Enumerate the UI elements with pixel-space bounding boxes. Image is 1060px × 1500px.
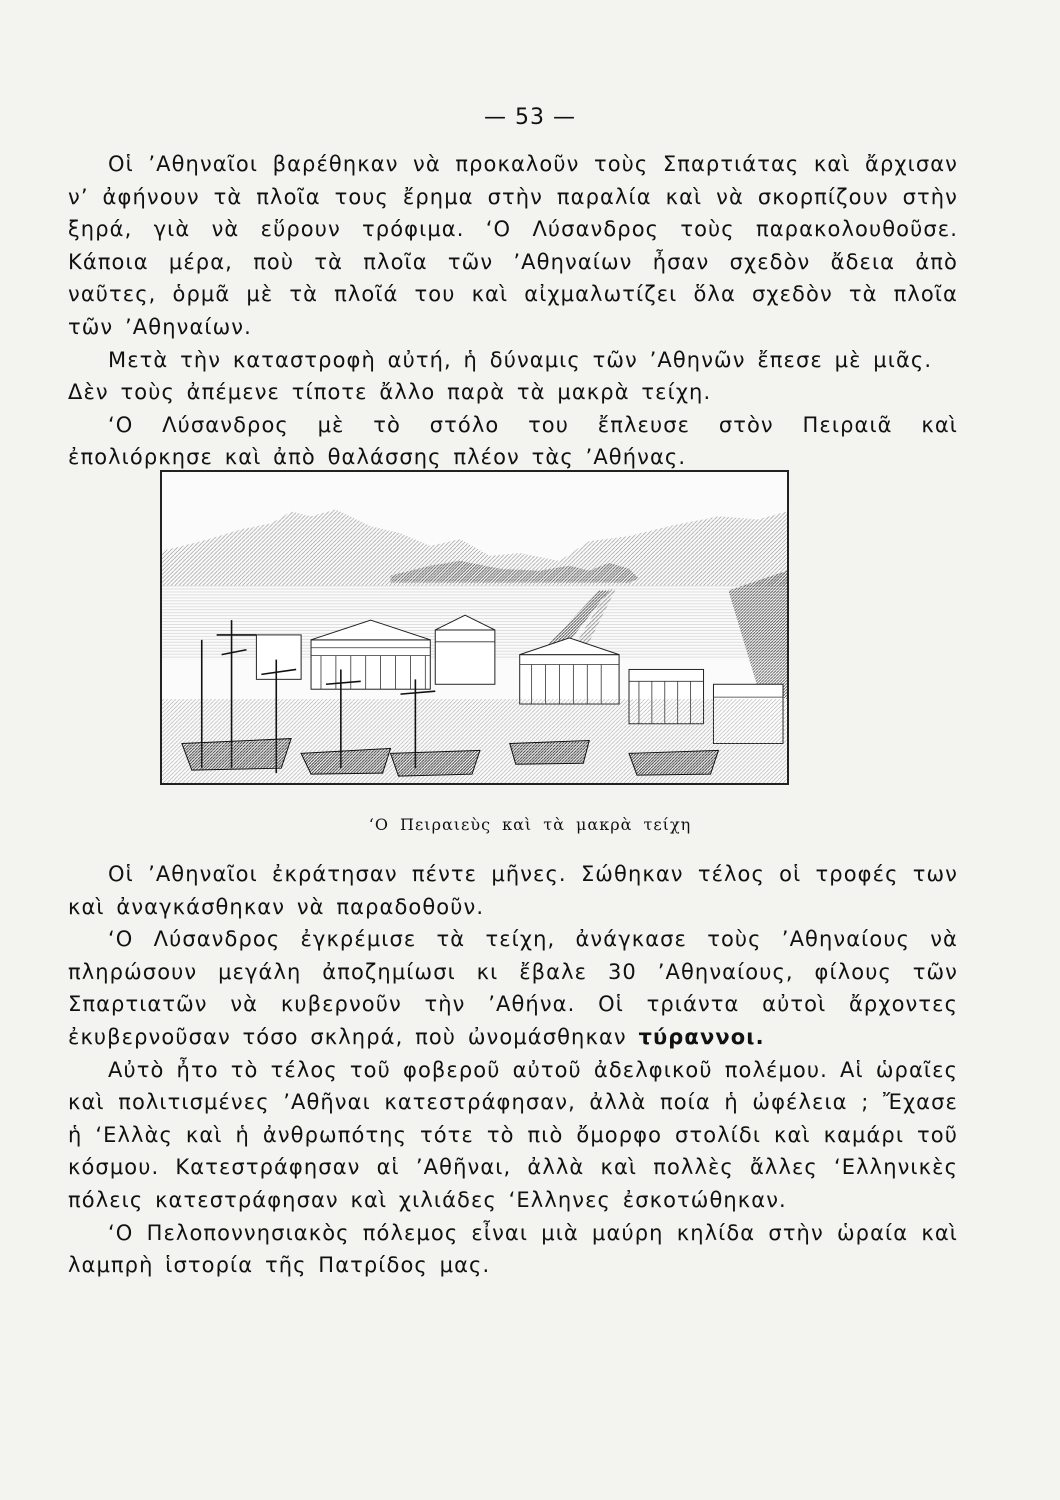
paragraph-five-months <box>68 858 958 923</box>
paragraph-walls-demolished-text: ‘Ο Λύσανδρος ἐγκρέμισε τὰ τείχη, ἀνάγκασε τοὺς ’Αθηναίους νὰ πληρώσουν μεγάλη ἀποζημίωσι κι ἔβαλε 30 ’Αθηναίους, φίλους τῶν Σπαρτιατῶν νὰ κυβερνοῦν τὴν ’Αθήνα. Οἱ τριάντα αὐτοὶ ἄρχοντες ἐκυβερνοῦσαν τόσο σκληρά, ποὺ ὠνομάσθηκαν <box>68 927 958 1049</box>
paragraph-end-of-war: Αὐτὸ ἦτο τὸ τέλος τοῦ φοβεροῦ αὐτοῦ ἀδελφικοῦ πολέμου. Αἱ ὡραῖες καὶ πολιτισμένες ’Αθῆναι κατεστράφησαν, ἀλλὰ ποία ἡ ὠφέλεια ; Ἔχασε ἡ ‘Ελλὰς καὶ ἡ ἀνθρωπότης τότε τὸ πιὸ ὄμορφο στολίδι καὶ καμάρι τοῦ κόσμου. Κατεστράφησαν αἱ ’Αθῆναι, ἀλλὰ καὶ πολλὲς ἄλλες ‘Ελληνικὲς πόλεις κατεστράφησαν καὶ χιλιάδες ‘Ελληνες ἐσκοτώθηκαν. <box>68 1057 958 1212</box>
bottom-text-block <box>68 858 958 1282</box>
tyrants-term: τύραννοι. <box>638 1024 765 1049</box>
figure-caption: ‘Ο Πειραιεὺς καὶ τὰ μακρὰ τείχη <box>368 815 692 834</box>
paragraph-after-disaster: Μετὰ τὴν καταστροφὴ αὐτή, ἡ δύναμις τῶν ’Αθηνῶν ἔπεσε μὲ μιᾶς. <box>108 347 933 372</box>
paragraph-athenians-bored: Οἱ ’Αθηναῖοι βαρέθηκαν νὰ προκαλοῦν τοὺς Σπαρτιάτας καὶ ἄρχισαν ν’ ἀφήνουν τὰ πλοῖα τους ἔρημα στὴν παραλία καὶ νὰ σκορπίζουν στὴν ξηρά, γιὰ νὰ εὕρουν τρόφιμα. ‘Ο Λύσανδρος τοὺς παρακολουθοῦσε. Κάποια μέρα, ποὺ τὰ πλοῖα τῶν ’Αθηναίων ἦσαν σχεδὸν ἄδεια ἀπὸ ναῦτες, ὁρμᾶ μὲ τὰ πλοῖά του καὶ αἰχμαλωτίζει ὅλα σχεδὸν τὰ πλοῖα τῶν ’Αθηναίων. <box>68 152 958 339</box>
page-number: — 53 — <box>484 105 576 130</box>
engraving-drawing <box>162 472 787 783</box>
paragraph-black-stain: ‘Ο Πελοποννησιακὸς πόλεμος εἶναι μιὰ μαύρη κηλίδα στὴν ὡραία καὶ λαμπρὴ ἱστορία τῆς Πατρίδος μας. <box>68 1220 958 1278</box>
paragraph-five-months-text: Οἱ ’Αθηναῖοι ἐκράτησαν πέντε μῆνες. Σώθηκαν τέλος οἱ τροφές των καὶ ἀναγκάσθηκαν νὰ παραδοθοῦν. <box>68 862 958 919</box>
paragraph-long-walls-remaining: Δὲν τοὺς ἀπέμενε τίποτε ἄλλο παρὰ τὰ μακρὰ τείχη. <box>68 380 712 405</box>
piraeus-long-walls-engraving <box>160 470 789 785</box>
paragraph-lysander-siege: ‘Ο Λύσανδρος μὲ τὸ στόλο του ἔπλευσε στὸν Πειραιᾶ καὶ ἐπολιόρκησε καὶ ἀπὸ θαλάσσης πλέον τὰς ’Αθήνας. <box>68 412 958 470</box>
paragraph-walls-demolished <box>68 923 958 1053</box>
top-text-block <box>68 148 958 474</box>
